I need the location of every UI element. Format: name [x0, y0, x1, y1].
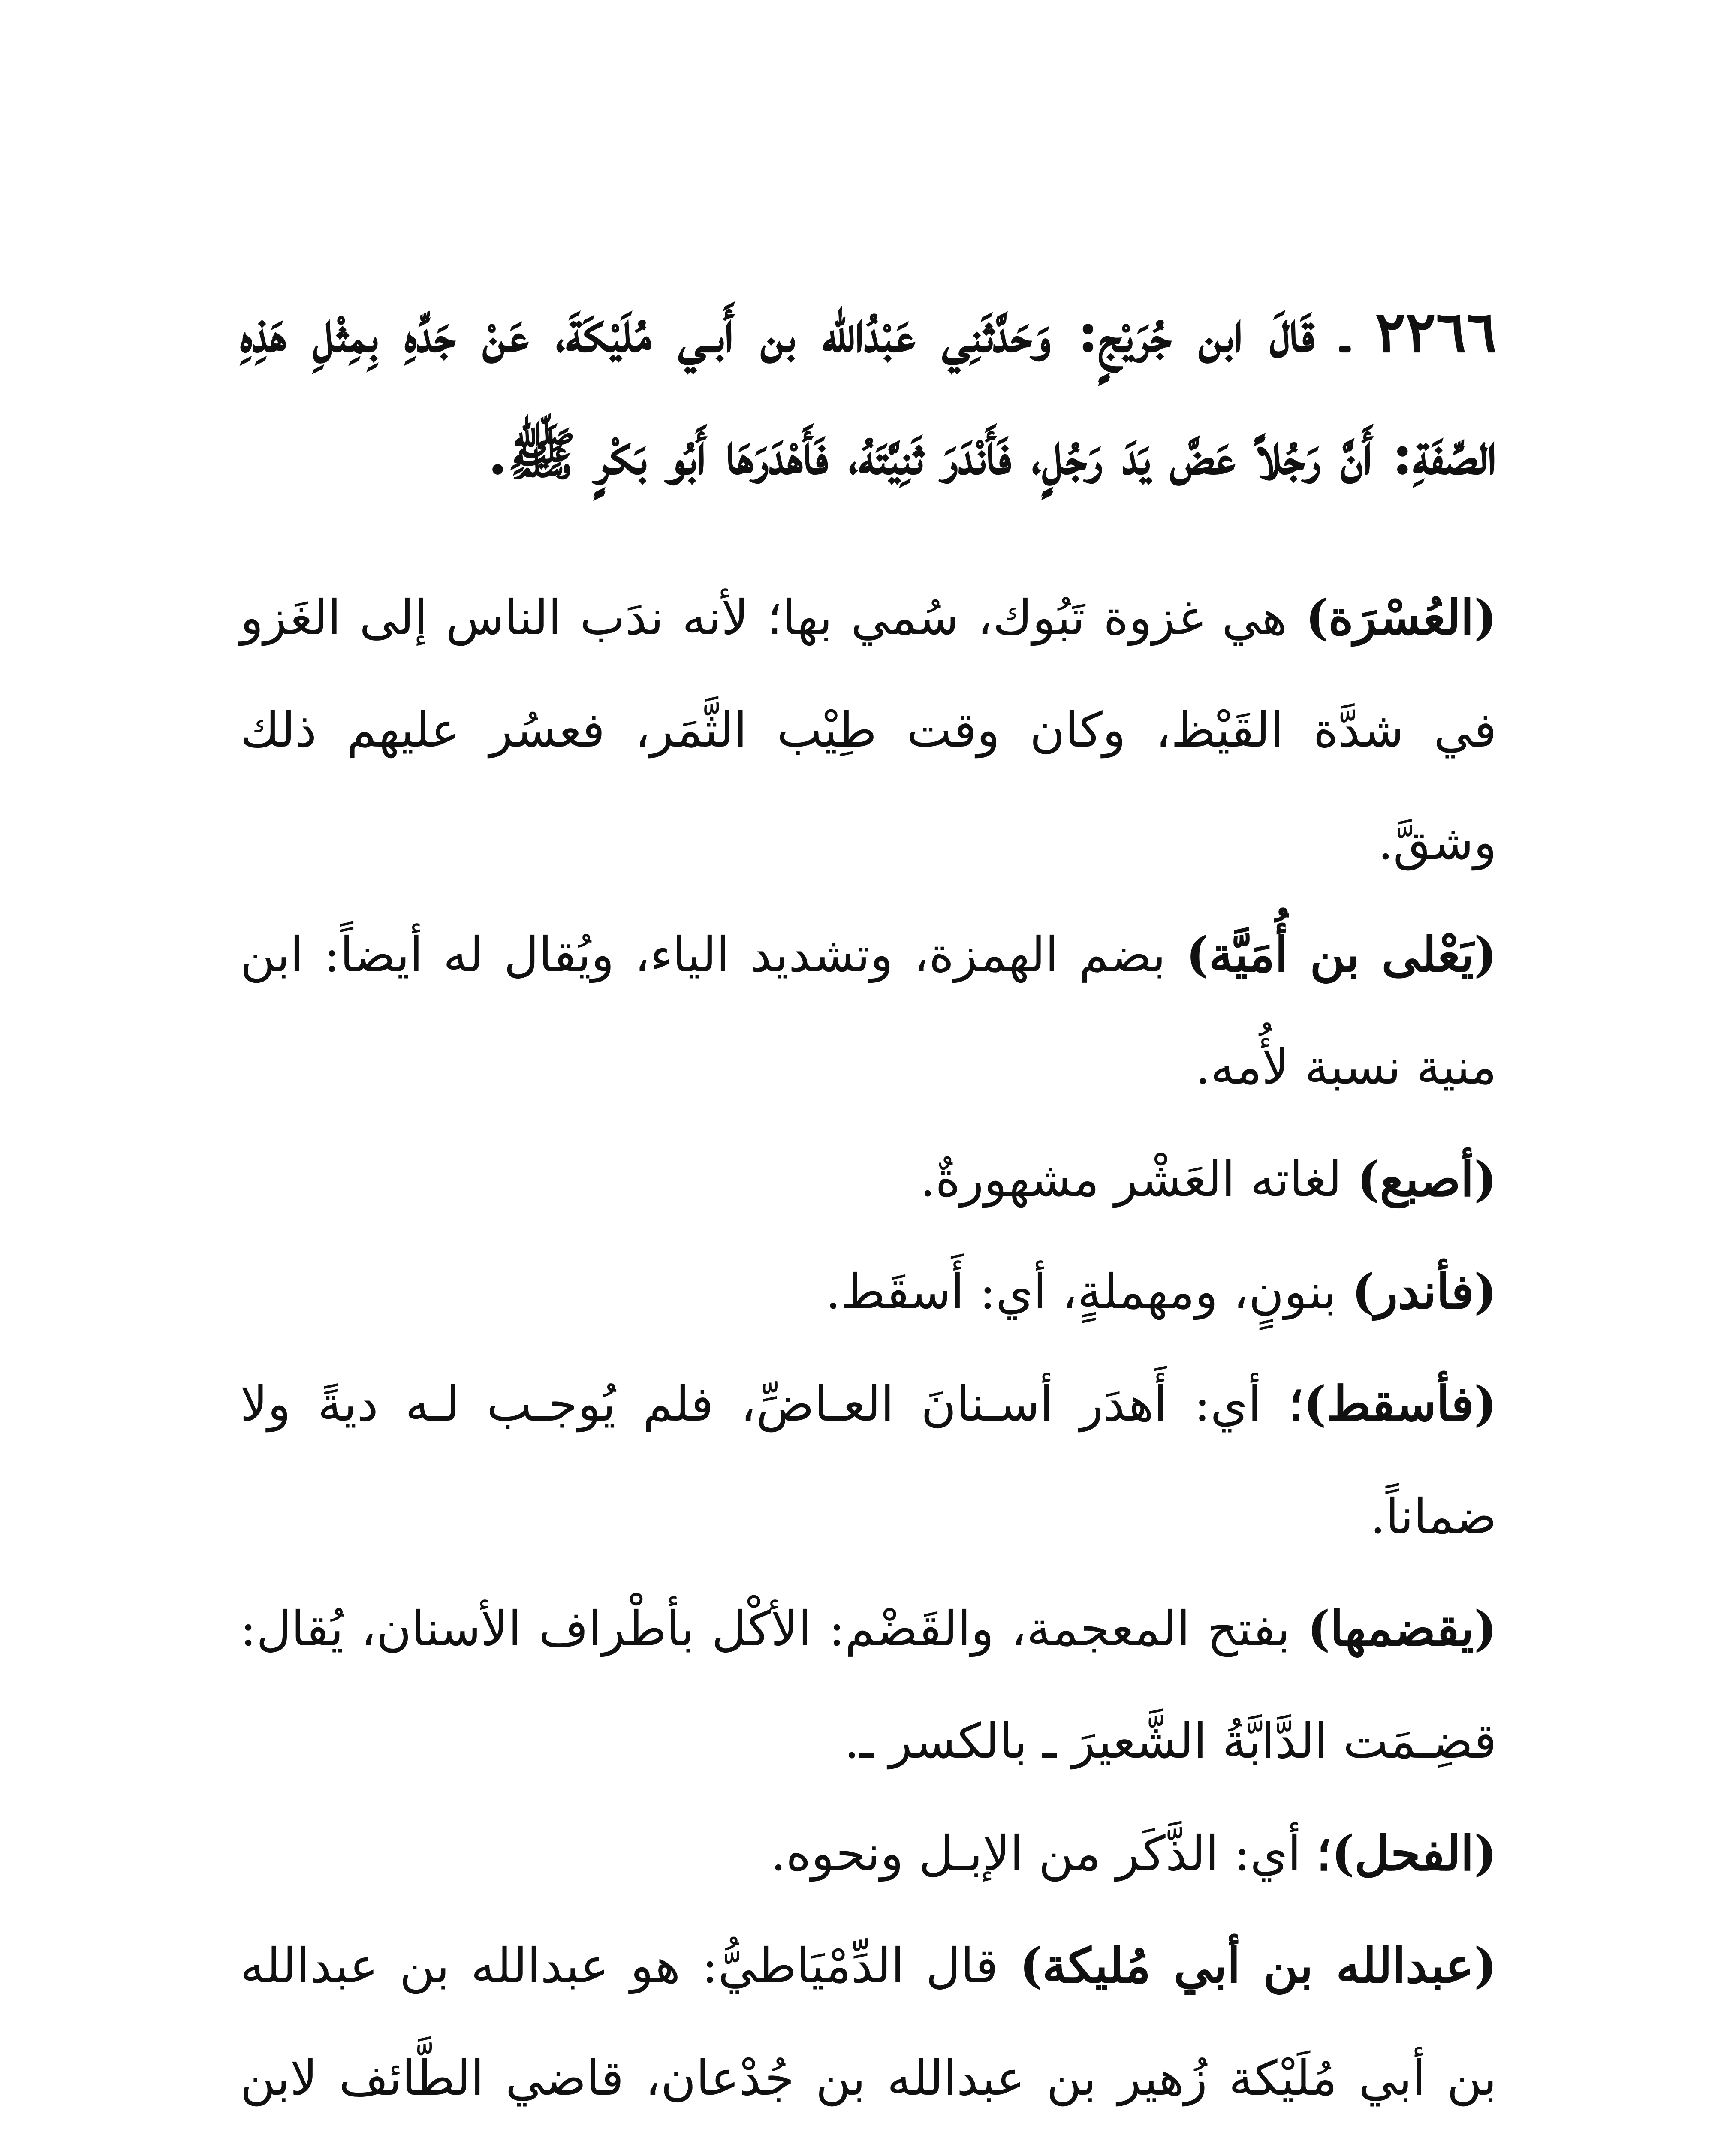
note-asba — [240, 1123, 1497, 1236]
note-term: (يَعْلى بن أُمَيَّة) — [1186, 927, 1497, 983]
note-term: (فأندر) — [1352, 1264, 1497, 1320]
note-term: (عبدالله بن أبي مُليكة) — [1019, 1938, 1497, 1994]
hadith-text: ٢٢٦٦ ـ قَالَ ابن جُرَيْجٍ: وَحَدَّثَنِي عَبْدُالله بن أَبـي مُلَيْكَةَ، عَنْ جَدِّهِ بِمِثْلِ هَذِهِ الصِّفَةِ: أَنَّ رَجُلاً عَضَّ يَدَ رَجُلٍ، فَأَنْدَرَ ثَنِيَّتَهُ، فَأَهْدَرَهَا أَبُو بَكْرٍ ﷺ. — [240, 299, 1497, 488]
note-text: بضم الهمزة، وتشديد الياء، ويُقال له أيضاً: ابن منية نسبة لأُمه. — [240, 927, 1497, 1095]
note-fa-andar — [240, 1236, 1497, 1348]
note-text: أي: الذَّكَر من الإبـل ونحوه. — [770, 1826, 1317, 1882]
note-usra — [240, 562, 1497, 899]
note-text: لغاته العَشْر مشهورةٌ. — [920, 1152, 1357, 1208]
note-text: بفتح المعجمة، والقَضْم: الأكْل بأطْراف الأسنان، يُقال: قضِـمَت الدَّابَّةُ الشَّعيرَ ـ بالكسر ـ. — [240, 1601, 1497, 1769]
note-text: قال الدِّمْيَاطيُّ: هو عبدالله بن عبدالله بن أبي مُلَيْكة زُهير بن عبدالله بن جُدْعان، قاضي الطَّائف لابن — [240, 1938, 1497, 2106]
note-text: بنونٍ، ومهملةٍ، أي: أَسقَط. — [825, 1264, 1352, 1320]
note-yaqdamuha — [240, 1573, 1497, 1798]
note-term: (الفحل)؛ — [1316, 1825, 1497, 1882]
note-fa-asqat — [240, 1348, 1497, 1573]
note-text: هي غزوة تَبُوك، سُمي بها؛ لأنه ندَب الناس إلى الغَزو في شدَّة القَيْظ، وكان وقت طِيْب الثَّمَر، فعسُر عليهم ذلك وشقَّ. — [240, 590, 1497, 870]
note-term: (يقضمها) — [1307, 1601, 1497, 1657]
note-yala — [240, 899, 1497, 1123]
note-abdullah-mulayka — [240, 1910, 1497, 2144]
note-term: (أصبع) — [1357, 1151, 1497, 1208]
note-text: أي: أَهدَر أسـنانَ العـاضِّ، فلم يُوجـب لـه ديةً ولا ضماناً. — [240, 1376, 1497, 1545]
commentary — [240, 562, 1497, 2144]
note-term: (فأسقط)؛ — [1288, 1376, 1497, 1432]
note-term: (العُسْرَة) — [1305, 590, 1497, 646]
note-al-fahl — [240, 1798, 1497, 1910]
